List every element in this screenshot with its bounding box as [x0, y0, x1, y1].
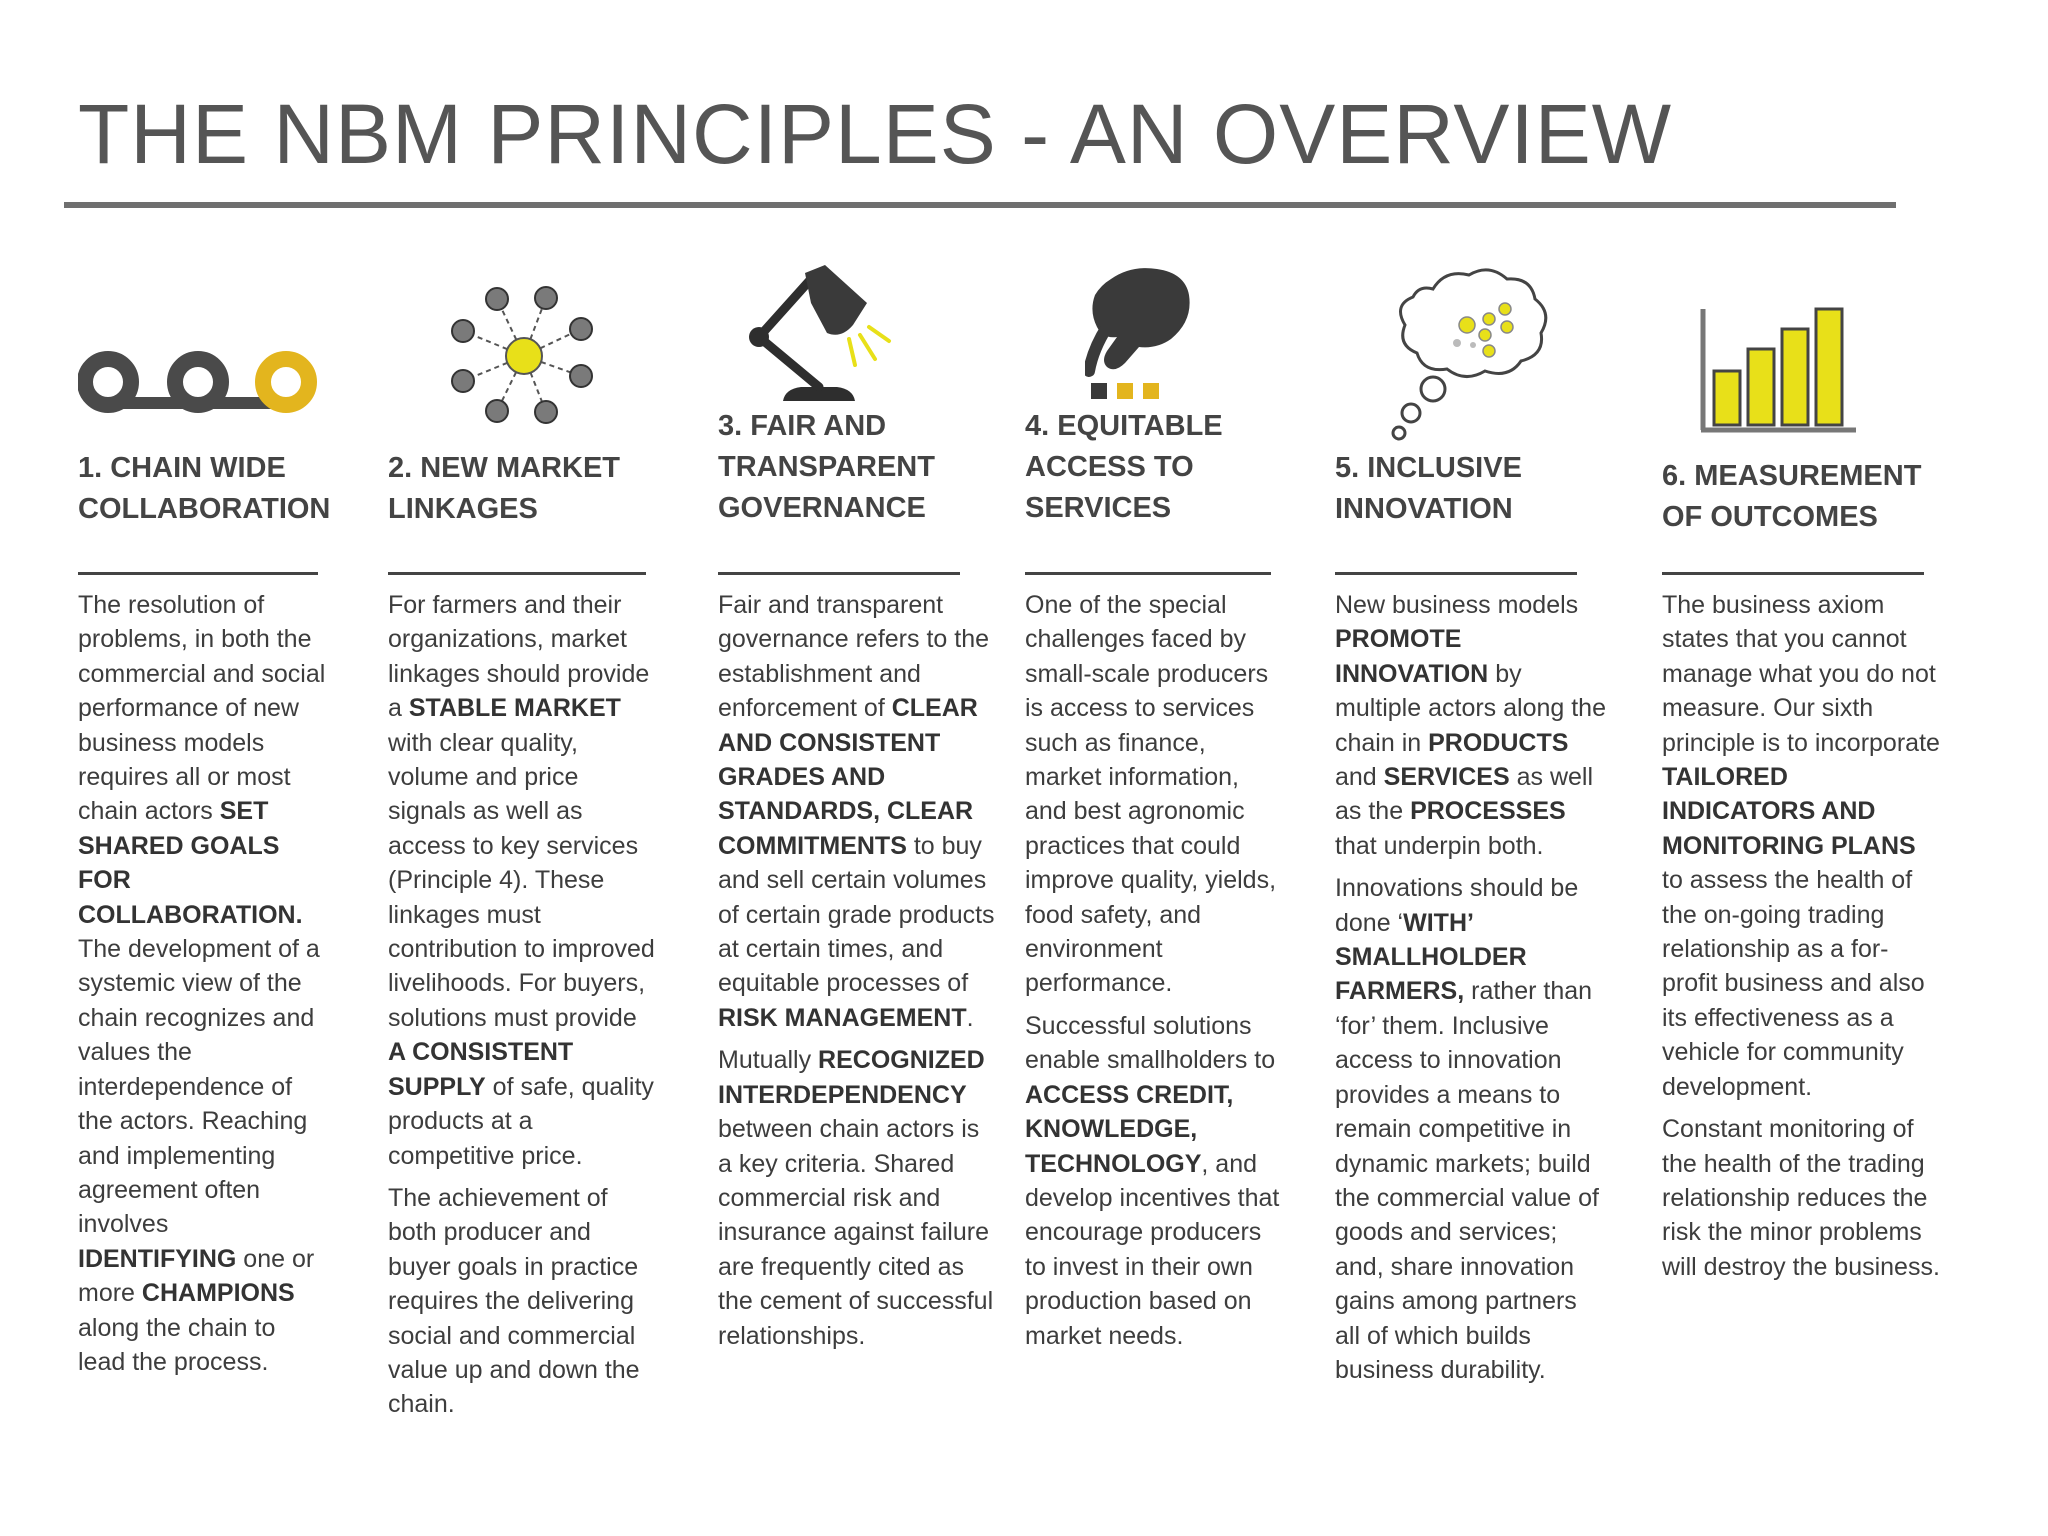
principle-heading: 4. EQUITABLE ACCESS TO SERVICES	[1025, 410, 1223, 524]
heading-separator	[1025, 572, 1271, 575]
principle-body	[78, 588, 328, 1387]
principle-heading: 1. CHAIN WIDE COLLABORATION	[78, 452, 331, 525]
principle-body	[718, 588, 998, 1361]
body-paragraph	[1335, 588, 1607, 863]
emphasis-text: RISK MANAGEMENT	[718, 1003, 967, 1032]
body-text: of safe, quality products at a competitive price.	[388, 1072, 654, 1170]
pointing-hand-icon	[1085, 265, 1195, 401]
body-text: Mutually	[718, 1046, 819, 1075]
emphasis-text: TAILORED INDICATORS AND MONITORING PLANS	[1662, 763, 1916, 860]
body-text: and	[1335, 763, 1384, 792]
body-text: One of the special challenges faced by small-scale producers is access to services such as finance, market information, and best agronomic practices that could improve quality, yields, food safety, and environment performance.	[1025, 591, 1277, 998]
principle-body	[1335, 588, 1607, 1395]
principle-heading: 6. MEASUREMENT OF OUTCOMES	[1662, 460, 1922, 533]
body-paragraph	[1335, 871, 1607, 1387]
body-text: Successful solutions enable smallholders to	[1025, 1011, 1276, 1075]
emphasis-text: ACCESS CREDIT, KNOWLEDGE, TECHNOLOGY	[1025, 1080, 1234, 1178]
body-text: one or more	[78, 1244, 315, 1308]
emphasis-text: SERVICES	[1383, 763, 1510, 792]
body-paragraph	[1662, 588, 1942, 1104]
body-text: to assess the health of the on-going trading relationship as a for-profit business and also its effectiveness as a vehicle for community development.	[1662, 866, 1925, 1101]
heading-separator	[388, 572, 646, 575]
body-paragraph	[718, 1043, 998, 1353]
body-text: with clear quality, volume and price signals as well as access to key services (Principle 4). These linkages must contribution to improved livelihoods. For buyers, solutions must provide	[388, 728, 655, 1032]
heading-separator	[78, 572, 318, 575]
emphasis-text: CLEAR AND CONSISTENT GRADES AND STANDARDS, CLEAR COMMITMENTS	[718, 694, 978, 860]
body-paragraph	[718, 588, 998, 1035]
body-paragraph	[388, 1181, 658, 1422]
heading-separator	[1662, 572, 1924, 575]
body-text: The achievement of both producer and buyer goals in practice requires the delivering social and commercial value up and down the chain.	[388, 1183, 640, 1419]
emphasis-text: RECOGNIZED INTERDEPENDENCY	[718, 1046, 985, 1109]
emphasis-text: SET SHARED GOALS FOR COLLABORATION.	[78, 797, 303, 929]
principle-body	[1025, 588, 1287, 1361]
body-text: by multiple actors along the chain in	[1335, 659, 1606, 757]
heading-separator	[718, 572, 960, 575]
principle-body	[388, 588, 658, 1430]
thought-bubble-icon	[1385, 265, 1555, 443]
emphasis-text: A CONSISTENT SUPPLY	[388, 1038, 574, 1101]
emphasis-text: CHAMPIONS	[141, 1279, 295, 1308]
body-text: The development of a systemic view of the chain recognizes and values the interdependence of the actors. Reaching and implementing agreement often involves	[78, 935, 320, 1239]
emphasis-text: PROMOTE INNOVATION	[1335, 625, 1489, 688]
body-text: The business axiom states that you cannot manage what you do not measure. Our sixth principle is to incorporate	[1662, 591, 1940, 757]
body-text: as well as the	[1335, 763, 1594, 826]
body-paragraph	[78, 588, 328, 1379]
body-text: that underpin both.	[1335, 831, 1544, 860]
bar-chart-icon	[1700, 305, 1860, 435]
body-paragraph	[388, 588, 658, 1173]
chain-links-icon	[78, 345, 318, 419]
body-paragraph	[1662, 1112, 1942, 1284]
body-paragraph	[1025, 1009, 1287, 1353]
body-text: The resolution of problems, in both the commercial and social performance of new business models requires all or most chain actors	[78, 591, 326, 826]
title-underline	[64, 202, 1896, 208]
heading-separator	[1335, 572, 1577, 575]
emphasis-text: STABLE MARKET	[408, 694, 621, 723]
page-title: THE NBM PRINCIPLES - AN OVERVIEW	[78, 87, 1673, 181]
body-text: Constant monitoring of the health of the trading relationship reduces the risk the minor problems will destroy the business.	[1662, 1115, 1940, 1281]
principle-heading: 2. NEW MARKET LINKAGES	[388, 452, 620, 525]
body-text: Innovations should be done ‘	[1335, 874, 1579, 937]
body-text: between chain actors is a key criteria. Shared commercial risk and insurance against failure are frequently cited as the cement of successful relationships.	[718, 1115, 994, 1350]
body-text: along the chain to lead the process.	[78, 1313, 276, 1376]
body-text: Fair and transparent governance refers to the establishment and enforcement of	[718, 591, 989, 723]
body-text: For farmers and their organizations, market linkages should provide a	[388, 591, 650, 723]
desk-lamp-icon	[745, 265, 895, 403]
principle-heading: 3. FAIR AND TRANSPARENT GOVERNANCE	[718, 410, 935, 524]
emphasis-text: PRODUCTS	[1428, 728, 1569, 757]
network-hub-icon	[445, 282, 603, 430]
body-text: to buy and sell certain volumes of certain grade products at certain times, and equitable processes of	[718, 831, 995, 998]
body-text: , and develop incentives that encourage producers to invest in their own production based on market needs.	[1025, 1149, 1280, 1350]
body-text: .	[966, 1003, 974, 1032]
principle-heading: 5. INCLUSIVE INNOVATION	[1335, 452, 1522, 525]
body-paragraph	[1025, 588, 1287, 1001]
emphasis-text: WITH’ SMALLHOLDER FARMERS,	[1335, 908, 1527, 1006]
principle-body	[1662, 588, 1942, 1292]
emphasis-text: IDENTIFYING	[78, 1244, 237, 1273]
body-text: New business models	[1335, 591, 1579, 619]
body-text: rather than ‘for’ them. Inclusive access to innovation provides a means to remain competitive in dynamic markets; build the commercial value of goods and services; and, share innovation gains among partners all of which builds business durability.	[1335, 977, 1600, 1384]
emphasis-text: PROCESSES	[1410, 797, 1566, 826]
